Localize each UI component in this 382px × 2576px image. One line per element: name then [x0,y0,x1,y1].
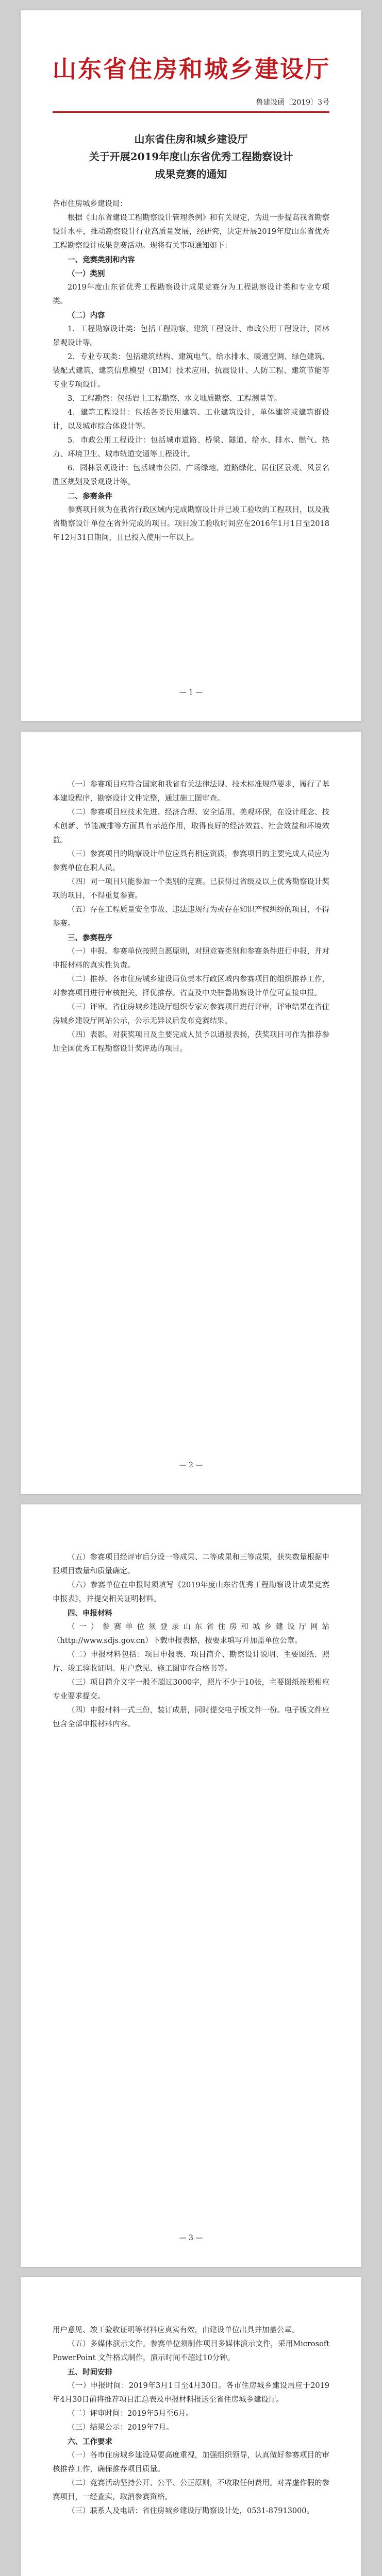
intro-paragraph: 根据《山东省建设工程勘察设计管理条例》和有关规定，为进一步提高我省勘察设计水平，推动勘察设计行业高质量发展，经研究，决定开展2019年度山东省优秀工程勘察设计成果竞赛活动。现将有关事项通知如下： [53,214,329,250]
paragraph: （三）结果公示：2019年7月。 [68,2424,174,2432]
paragraph: （三）评审。省住房城乡建设厅组织专家对参赛项目进行评审，评审结果在省住房城乡建设厅网站公示，公示无异议后发布竞赛结果。 [53,1003,329,1025]
document-page-2 [21,732,361,1494]
document-number: 鲁建设函〔2019〕3号 [256,98,329,107]
document-title [53,130,329,183]
paragraph: 用户意见、竣工验收证明等材料应真实有效，由建设单位出具并加盖公章。 [53,2326,300,2334]
paragraph: （四）同一项目只能参加一个类别的竞赛。已获得过省级及以上优秀勘察设计奖项的项目，不得重复参赛。 [53,878,329,900]
paragraph: 6．园林景观设计：包括城市公园、广场绿地、道路绿化、居住区景观、风景名胜区规划及景观设计等。 [53,464,329,486]
section-heading: 六、工作要求 [68,2437,112,2446]
paragraph: （一）各市住房城乡建设局要高度重视，加强组织领导，认真做好参赛项目的审核推荐工作，确保推荐项目质量。 [53,2451,329,2473]
paragraph: （一）申报。参赛单位按照自愿原则，对照竞赛类别和参赛条件进行申报，并对申报材料的真实性负责。 [53,947,329,970]
subsection-heading: （二）内容 [68,311,105,320]
paragraph: （六）参赛单位在申报时须填写《2019年度山东省优秀工程勘察设计成果竞赛申报表》，并提交相关证明材料。 [53,1581,329,1603]
paragraph: 5．市政公用工程设计：包括城市道路、桥梁、隧道、给水、排水、燃气、热力、环境卫生、城市轨道交通等工程设计。 [53,436,329,459]
paragraph: 2．专业专项类：包括建筑结构、建筑电气、给水排水、暖通空调、绿色建筑、装配式建筑、建筑信息模型（BIM）技术应用、抗震设计、人防工程、建筑节能等专业专项设计。 [53,353,329,389]
paragraph: （一）申报时间：2019年3月1日至4月30日。各市住房城乡建设局应于2019年4月30日前将推荐项目汇总表及申报材料报送至省住房城乡建设厅。 [53,2382,329,2404]
paragraph: （二）评审时间：2019年5月至6月。 [68,2410,193,2418]
paragraph: 4．建筑工程设计：包括各类民用建筑、工业建筑设计，单体建筑或建筑群设计，以及城市综合体设计等。 [53,409,329,431]
paragraph: （三）项目简介文字一般不超过3000字，照片不少于10张，主要图纸按照相应专业要求提交。 [53,1679,329,1701]
paragraph: （五）存在工程质量安全事故、违法违规行为或存在知识产权纠纷的项目，不得参赛。 [53,906,329,928]
paragraph: （二）推荐。各市住房城乡建设局负责本行政区域内参赛项目的组织推荐工作，对参赛项目进行审核把关，择优推荐。省直及中央驻鲁勘察设计单位可直接申报。 [53,975,329,997]
paragraph: 1．工程勘察设计类：包括工程勘察、建筑工程设计、市政公用工程设计、园林景观设计等。 [53,325,329,347]
salutation: 各市住房城乡建设局： [53,200,127,208]
paragraph: 2019年度山东省优秀工程勘察设计成果竞赛分为工程勘察设计类和专业专项类。 [53,283,329,306]
paragraph: （五）多媒体演示文件。参赛单位须制作项目多媒体演示文件，采用Microsoft PowerPoint 文件格式制作，演示时间不超过10分钟。 [53,2340,329,2362]
page-number: — 2 — [179,1461,203,1469]
paragraph: （二）参赛项目应技术先进、经济合理、安全适用、美观环保，在设计理念、技术创新、节能减排等方面具有示范作用，取得良好的经济效益、社会效益和环境效益。 [53,808,329,844]
paragraph: （四）申报材料一式三份，装订成册，同时提交电子版文件一份。电子版文件应包含全部申报材料内容。 [53,1706,329,1728]
title-line-3: 成果竞赛的通知 [155,168,227,180]
masthead: 山东省住房和城乡建设厅 [53,55,330,83]
page-number: — 3 — [179,2234,203,2242]
page-number: — 1 — [179,688,203,697]
section-heading: 四、申报材料 [68,1609,112,1618]
paragraph: （一）参赛单位须登录山东省住房和城乡建设厅网站（http://www.sdjs.gov.cn）下载申报表格，按要求填写并加盖单位公章。 [53,1623,329,1645]
document-page-1 [21,10,361,721]
red-divider [53,111,329,113]
section-heading: 一、竞赛类别和内容 [68,256,135,264]
paragraph: （二）竞赛活动坚持公开、公平、公正原则，不收取任何费用。对弄虚作假的参赛项目，一经查实，取消参赛资格。 [53,2479,329,2501]
section-heading: 三、参赛程序 [68,934,112,942]
paragraph: 3．工程勘察：包括岩土工程勘察、水文地质勘察、工程测量等。 [68,395,282,403]
title-line-1: 山东省住房和城乡建设厅 [134,133,248,145]
document-page-4 [21,2277,361,2576]
title-line-2: 关于开展2019年度山东省优秀工程勘察设计 [89,150,293,163]
paragraph: （二）申报材料包括：项目申报表、项目简介、勘察设计说明、主要图纸、照片、竣工验收证明、用户意见、施工图审查合格书等。 [53,1651,329,1673]
document-page-3 [21,1504,361,2267]
section-heading: 五、时间安排 [68,2368,112,2377]
subsection-heading: （一）类别 [68,269,105,278]
paragraph: （四）表彰。对获奖项目及主要完成人员予以通报表扬，获奖项目可作为推荐参加全国优秀工程勘察设计奖评选的项目。 [53,1031,329,1053]
paragraph: （五）参赛项目经评审后分设一等成果、二等成果和三等成果，获奖数量根据申报项目数量和质量确定。 [53,1553,329,1575]
section-heading: 二、参赛条件 [68,492,112,501]
paragraph: （三）联系人及电话：省住房城乡建设厅勘察设计处，0531-87913000。 [68,2507,314,2515]
paragraph: （三）参赛项目的勘察设计单位应具有相应资质，参赛项目的主要完成人员应为参赛单位在职人员。 [53,850,329,872]
paragraph: 参赛项目须为在我省行政区域内完成勘察设计并已竣工验收的工程项目，以及我省勘察设计单位在省外完成的项目。项目竣工验收时间应在2016年1月1日至2018年12月31日期间，且已投入使用一年以上。 [53,506,329,542]
paragraph: （一）参赛项目应符合国家和我省有关法律法规、技术标准规范要求，履行了基本建设程序，勘察设计文件完整，通过施工图审查。 [53,781,329,803]
